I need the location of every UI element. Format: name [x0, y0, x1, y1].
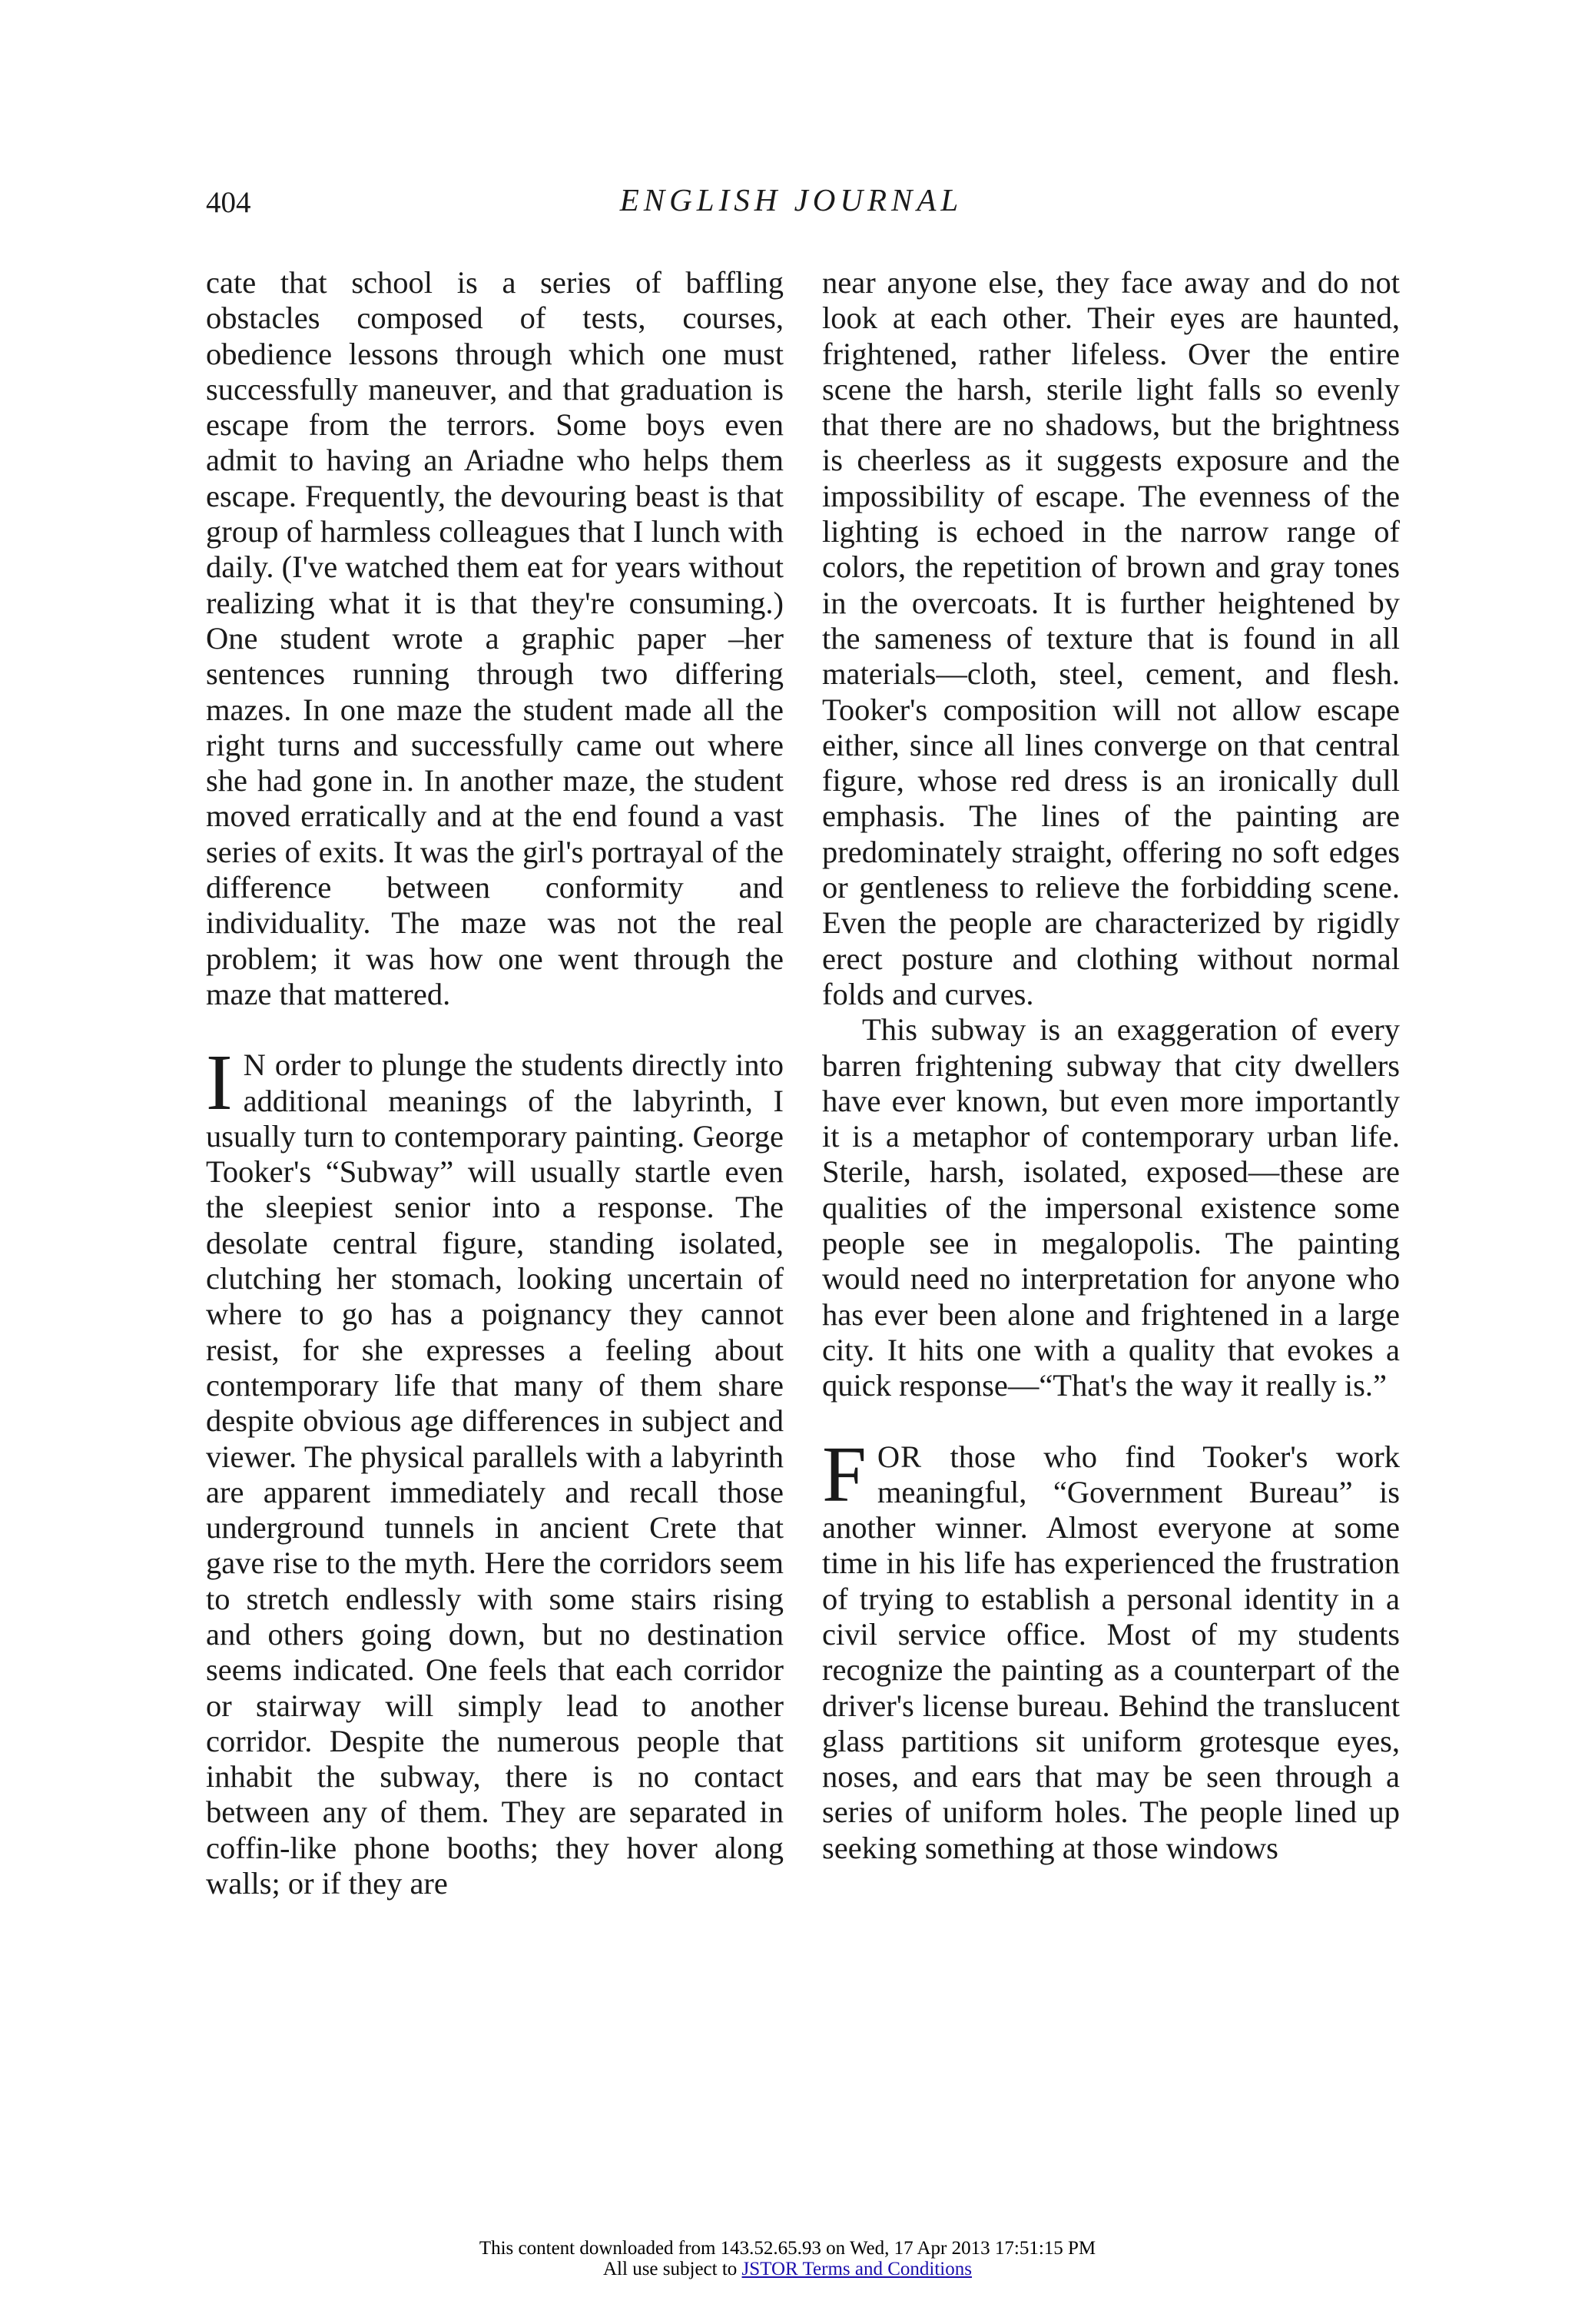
- paragraph: This subway is an exaggeration of every barren frightening subway that city dwellers have ever known, but even more importantly it is a metaphor of contemporary urban life. Sterile, harsh, isolated, exposed—these are qualities of the impersonal existence some people see in megalopolis. The painting would need no interpretation for anyone who has ever been alone and frightened in a large city. It hits one with a quality that evokes a quick response—“That's the way it really is.”: [822, 1012, 1400, 1403]
- download-notice: This content downloaded from 143.52.65.93 on Wed, 17 Apr 2013 17:51:15 PM: [479, 2238, 1096, 2259]
- jstor-terms-link[interactable]: JSTOR Terms and Conditions: [741, 2259, 972, 2279]
- small-caps-lead: OR: [877, 1439, 923, 1474]
- paragraph-continued: near anyone else, they face away and do not look at each other. Their eyes are haunted, frightened, rather lifeless. Over the entire scene the harsh, sterile light falls so evenly that there are no shadows, but the brightness is cheerless as it suggests exposure and the impossibility of escape. The evenness of the lighting is echoed in the narrow range of colors, the repetition of brown and gray tones in the overcoats. It is further heightened by the sameness of texture that is found in all materials—cloth, steel, cement, and flesh. Tooker's composition will not allow escape either, since all lines converge on that central figure, whose red dress is an ironically dull emphasis. The lines of the painting are predominately straight, offering no soft edges or gentleness to relieve the forbidding scene. Even the people are characterized by rigidly erect posture and clothing without normal folds and curves.: [822, 265, 1400, 1011]
- paragraph-section-start: [822, 1429, 1400, 1867]
- download-footer: [0, 2238, 1575, 2279]
- terms-prefix: All use subject to: [603, 2259, 742, 2279]
- paragraph-text: order to plunge the students directly into additional meanings of the labyrinth, I usually turn to contemporary painting. George Tooker's “Subway” will usually startle even the sleepiest senior into a response. The desolate central figure, standing isolated, clutching her stomach, looking uncertain of where to go has a poignancy they cannot resist, for she expresses a feeling about contemporary life that many of them share despite obvious age differences in subject and viewer. The physical parallels with a labyrinth are apparent immediately and recall those underground tunnels in ancient Crete that gave rise to the myth. Here the corridors seem to stretch endlessly with some stairs rising and others going down, but no destination seems indicated. One feels that each corridor or stairway will simply lead to another corridor. Despite the numerous people that inhabit the subway, there is no contact between any of them. They are separated in coffin-like phone booths; they hover along walls; or if they are: [206, 1047, 784, 1901]
- running-title: ENGLISH JOURNAL: [619, 182, 963, 217]
- paragraph-section-start: [206, 1038, 784, 1901]
- drop-cap: F: [822, 1429, 867, 1519]
- terms-line: [0, 2259, 1575, 2279]
- small-caps-lead: N: [243, 1047, 267, 1083]
- left-column: [206, 265, 784, 1901]
- drop-cap: I: [206, 1038, 233, 1127]
- page-number: 404: [206, 186, 251, 219]
- paragraph-text: those who find Tooker's work meaningful, “Government Bureau” is another winner. Almost everyone at some time in his life has experienced the frustration of trying to establish a personal identity in a civil service office. Most of my students recognize the painting as a counterpart of the driver's license bureau. Behind the translucent glass partitions sit uniform grotesque eyes, noses, and ears that may be seen through a series of uniform holes. The people lined up seeking something at those windows: [822, 1439, 1400, 1865]
- right-column: [822, 265, 1400, 1866]
- paragraph-continued: cate that school is a series of baffling obstacles composed of tests, courses, obedience lessons through which one must successfully maneuver, and that graduation is escape from the terrors. Some boys even admit to having an Ariadne who helps them escape. Frequently, the devouring beast is that group of harmless colleagues that I lunch with daily. (I've watched them eat for years without realizing what it is that they're consuming.) One student wrote a graphic paper –her sentences running through two differing mazes. In one maze the student made all the right turns and successfully came out where she had gone in. In another maze, the student moved erratically and at the end found a vast series of exits. It was the girl's portrayal of the difference between conformity and individuality. The maze was not the real problem; it was how one went through the maze that mattered.: [206, 265, 784, 1011]
